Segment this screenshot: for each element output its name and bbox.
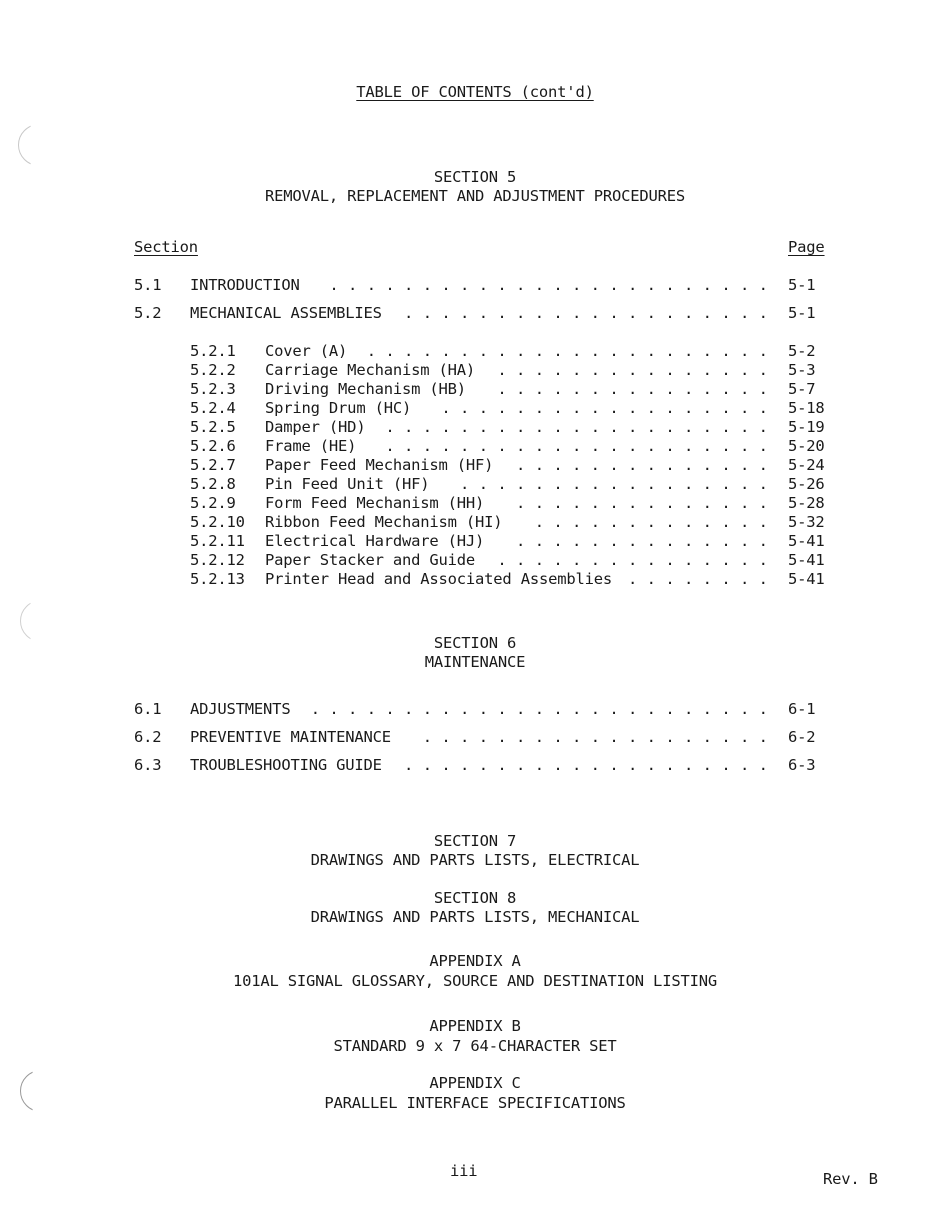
toc-entry-page: 5-18 — [788, 399, 825, 417]
dot-leader: . . . . . . . . . . . . . . . — [497, 361, 768, 379]
toc-entry-number: 5.2.11 — [190, 532, 245, 550]
toc-entry-page: 5-41 — [788, 532, 825, 550]
page-title: TABLE OF CONTENTS (cont'd) — [356, 83, 594, 101]
toc-subentry-row — [0, 475, 950, 495]
toc-entry-number: 5.2.2 — [190, 361, 236, 379]
toc-entry-title: MECHANICAL ASSEMBLIES — [190, 304, 382, 322]
footer-page-number: iii — [450, 1162, 478, 1180]
toc-subentry-row — [0, 418, 950, 438]
toc-entry-row — [0, 276, 950, 296]
toc-subentry-row — [0, 494, 950, 514]
section7-subheading: DRAWINGS AND PARTS LISTS, ELECTRICAL — [310, 851, 640, 869]
toc-entry-title: Spring Drum (HC) — [265, 399, 412, 417]
dot-leader: . . . . . . . . . . . . . . — [516, 532, 768, 550]
toc-entry-row — [0, 728, 950, 748]
toc-subentry-row — [0, 342, 950, 362]
toc-entry-row — [0, 700, 950, 720]
toc-entry-title: Printer Head and Associated Assemblies — [265, 570, 613, 588]
toc-entry-page: 5-32 — [788, 513, 825, 531]
section-column-header: Section — [134, 238, 198, 256]
toc-entry-page: 5-41 — [788, 551, 825, 569]
toc-entry-page: 5-2 — [788, 342, 816, 360]
toc-entry-number: 5.2.12 — [190, 551, 245, 569]
dot-leader: . . . . . . . . . . . . . . — [516, 494, 768, 512]
toc-entry-page: 5-3 — [788, 361, 816, 379]
toc-entry-page: 5-20 — [788, 437, 825, 455]
toc-subentry-row — [0, 532, 950, 552]
dot-leader: . . . . . . . . . . . . . . . . . . . . . — [385, 437, 768, 455]
toc-entry-page: 6-1 — [788, 700, 816, 718]
dot-leader: . . . . . . . . . . . . . . . . . . . . . . — [366, 342, 768, 360]
dot-leader: . . . . . . . . . . . . . . . — [497, 380, 768, 398]
toc-entry-page: 6-2 — [788, 728, 816, 746]
appendix-c-heading: APPENDIX C — [429, 1074, 521, 1092]
appendix-c-subheading: PARALLEL INTERFACE SPECIFICATIONS — [324, 1094, 626, 1112]
toc-entry-page: 6-3 — [788, 756, 816, 774]
toc-subentry-row — [0, 570, 950, 590]
toc-subentry-row — [0, 361, 950, 381]
toc-entry-page: 5-1 — [788, 276, 816, 294]
toc-entry-title: ADJUSTMENTS — [190, 700, 291, 718]
toc-entry-title: Paper Feed Mechanism (HF) — [265, 456, 494, 474]
appendix-b-heading: APPENDIX B — [429, 1017, 521, 1035]
section5-subheading: REMOVAL, REPLACEMENT AND ADJUSTMENT PROCEDURES — [264, 187, 686, 205]
appendix-a-heading: APPENDIX A — [429, 952, 521, 970]
toc-entry-title: Electrical Hardware (HJ) — [265, 532, 485, 550]
toc-entry-title: Carriage Mechanism (HA) — [265, 361, 476, 379]
toc-entry-title: Frame (HE) — [265, 437, 357, 455]
section8-subheading: DRAWINGS AND PARTS LISTS, MECHANICAL — [310, 908, 640, 926]
dot-leader: . . . . . . . . . . . . . . . . . . . . . . . . . — [310, 700, 768, 718]
toc-subentry-row — [0, 513, 950, 533]
toc-entry-title: Driving Mechanism (HB) — [265, 380, 466, 398]
dot-leader: . . . . . . . . . . . . . . . . . . . . . . . . — [329, 276, 768, 294]
toc-entry-number: 5.2.6 — [190, 437, 236, 455]
toc-entry-page: 5-41 — [788, 570, 825, 588]
appendix-a-subheading: 101AL SIGNAL GLOSSARY, SOURCE AND DESTINATION LISTING — [233, 972, 717, 990]
toc-entry-title: Pin Feed Unit (HF) — [265, 475, 430, 493]
toc-entry-title: TROUBLESHOOTING GUIDE — [190, 756, 382, 774]
toc-entry-row — [0, 756, 950, 776]
toc-entry-page: 5-19 — [788, 418, 825, 436]
toc-entry-number: 5.2.9 — [190, 494, 236, 512]
dot-leader: . . . . . . . . . . . . . . . . . — [460, 475, 768, 493]
dot-leader: . . . . . . . . — [628, 570, 768, 588]
toc-entry-number: 5.2.5 — [190, 418, 236, 436]
dot-leader: . . . . . . . . . . . . . . . . . . . . — [404, 304, 768, 322]
toc-subentry-row — [0, 437, 950, 457]
toc-subentry-row — [0, 551, 950, 571]
section5-heading: SECTION 5 — [433, 168, 517, 186]
toc-entry-page: 5-26 — [788, 475, 825, 493]
dot-leader: . . . . . . . . . . . . . . . . . . . . . — [385, 418, 768, 436]
toc-entry-title: INTRODUCTION — [190, 276, 300, 294]
hole-punch-mark-top — [18, 124, 60, 166]
toc-entry-number: 5.2.1 — [190, 342, 236, 360]
toc-entry-page: 5-7 — [788, 380, 816, 398]
toc-entry-number: 5.2.7 — [190, 456, 236, 474]
dot-leader: . . . . . . . . . . . . . . . . . . — [441, 399, 768, 417]
toc-entry-number: 5.2.10 — [190, 513, 245, 531]
section7-heading: SECTION 7 — [433, 832, 517, 850]
toc-subentry-row — [0, 399, 950, 419]
toc-subentry-row — [0, 456, 950, 476]
toc-entry-number: 5.2.13 — [190, 570, 245, 588]
section6-subheading: MAINTENANCE — [424, 653, 526, 671]
dot-leader: . . . . . . . . . . . . . . . . . . . — [422, 728, 768, 746]
toc-entry-number: 6.2 — [134, 728, 162, 746]
dot-leader: . . . . . . . . . . . . . . . — [497, 551, 768, 569]
toc-entry-number: 5.2.8 — [190, 475, 236, 493]
page-column-header: Page — [788, 238, 825, 256]
toc-entry-title: Cover (A) — [265, 342, 348, 360]
toc-subentry-row — [0, 380, 950, 400]
toc-entry-title: Damper (HD) — [265, 418, 366, 436]
toc-entry-number: 5.2 — [134, 304, 162, 322]
dot-leader: . . . . . . . . . . . . . . . . . . . . — [404, 756, 768, 774]
toc-entry-number: 5.2.4 — [190, 399, 236, 417]
revision-label: Rev. B — [823, 1170, 878, 1188]
toc-entry-title: PREVENTIVE MAINTENANCE — [190, 728, 391, 746]
toc-entry-number: 6.3 — [134, 756, 162, 774]
section6-heading: SECTION 6 — [433, 634, 517, 652]
section8-heading: SECTION 8 — [433, 889, 517, 907]
toc-entry-page: 5-28 — [788, 494, 825, 512]
dot-leader: . . . . . . . . . . . . . — [534, 513, 768, 531]
toc-entry-title: Ribbon Feed Mechanism (HI) — [265, 513, 503, 531]
toc-entry-number: 6.1 — [134, 700, 162, 718]
toc-entry-title: Paper Stacker and Guide — [265, 551, 476, 569]
appendix-b-subheading: STANDARD 9 x 7 64-CHARACTER SET — [333, 1037, 617, 1055]
dot-leader: . . . . . . . . . . . . . . — [516, 456, 768, 474]
toc-entry-number: 5.1 — [134, 276, 162, 294]
toc-entry-page: 5-1 — [788, 304, 816, 322]
toc-entry-title: Form Feed Mechanism (HH) — [265, 494, 485, 512]
toc-entry-row — [0, 304, 950, 324]
toc-entry-number: 5.2.3 — [190, 380, 236, 398]
toc-entry-page: 5-24 — [788, 456, 825, 474]
